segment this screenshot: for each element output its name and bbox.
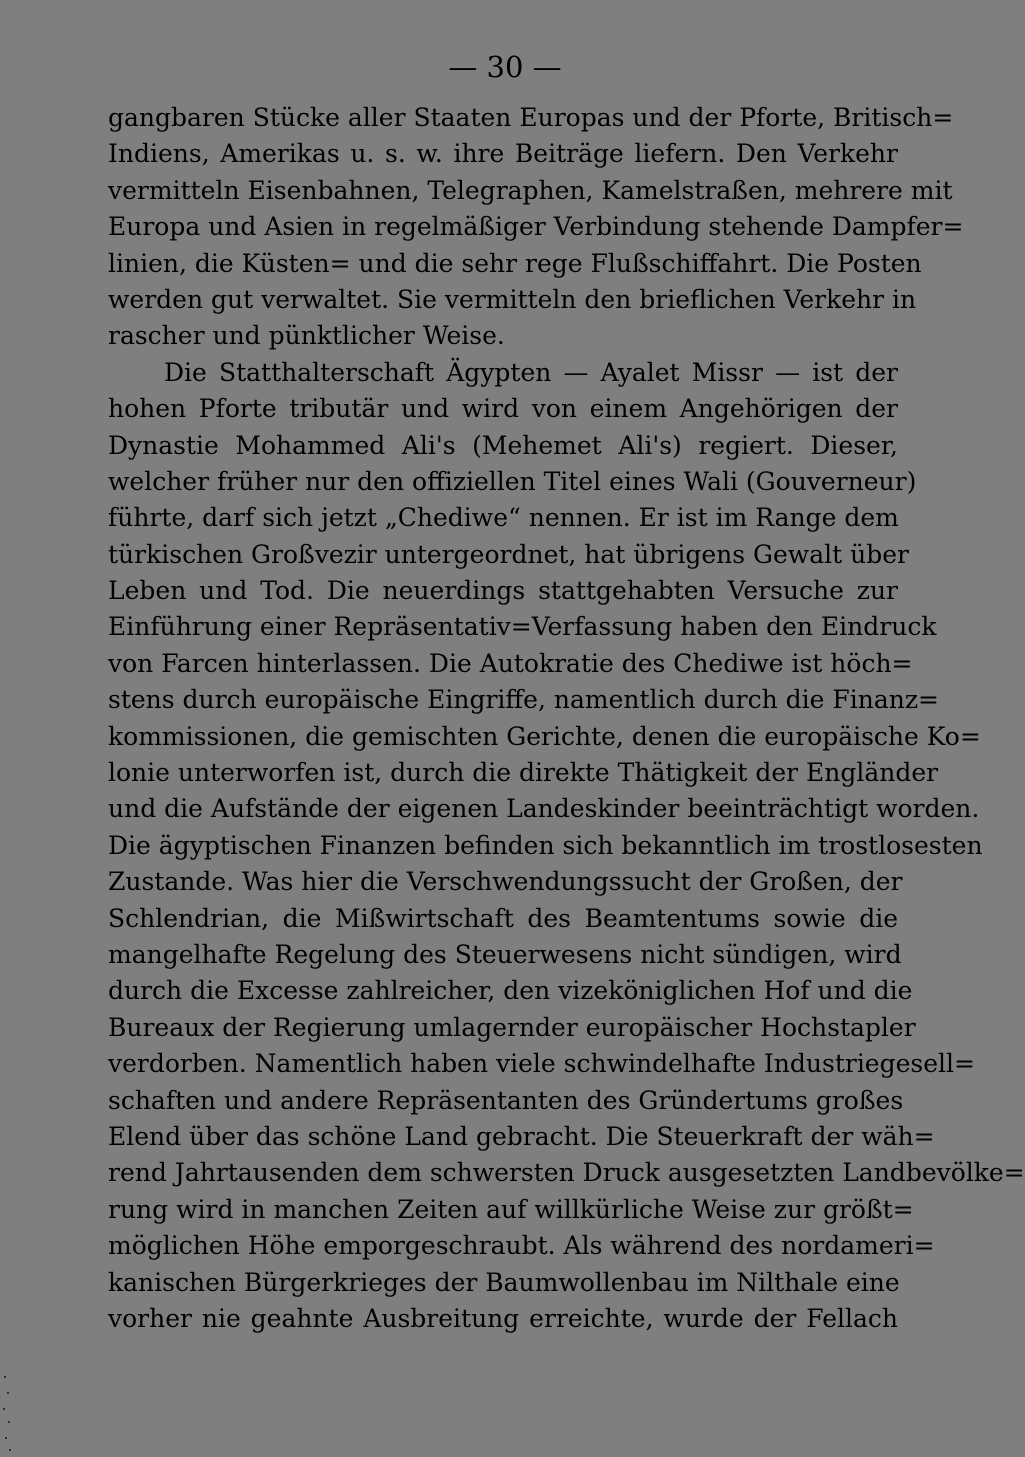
text-line: von Farcen hinterlassen. Die Autokratie des Chediwe ist höch=: [108, 648, 913, 678]
text-line: kanischen Bürgerkrieges der Baumwollenbau im Nilthale eine: [108, 1267, 900, 1297]
text-line: schaften und andere Repräsentanten des Gründertums großes: [108, 1085, 904, 1115]
body-text: [108, 100, 1025, 1337]
text-line: rung wird in manchen Zeiten auf willkürliche Weise zur größt=: [108, 1194, 914, 1224]
text-line: Europa und Asien in regelmäßiger Verbindung stehende Dampfer=: [108, 212, 964, 242]
text-line: Zustande. Was hier die Verschwendungssucht der Großen, der: [108, 867, 903, 897]
text-line: gangbaren Stücke aller Staaten Europas und der Pforte, Britisch=: [108, 103, 954, 132]
text-line: werden gut verwaltet. Sie vermitteln den brieflichen Verkehr in: [108, 284, 917, 314]
text-line: Die ägyptischen Finanzen befinden sich bekanntlich im trostlosesten: [108, 830, 983, 860]
text-line: rascher und pünktlicher Weise.: [108, 321, 505, 351]
text-line: rend Jahrtausenden dem schwersten Druck ausgesetzten Landbevölke=: [108, 1158, 1025, 1188]
text-line: mangelhafte Regelung des Steuerwesens nicht sündigen, wird: [108, 939, 902, 969]
text-line: vorher nie geahnte Ausbreitung erreichte, wurde der Fellach: [108, 1303, 898, 1333]
page-number: — 30 —: [448, 50, 562, 84]
text-line: Bureaux der Regierung umlagernder europäischer Hochstapler: [108, 1012, 916, 1042]
text-line: stens durch europäische Eingriffe, namentlich durch die Finanz=: [108, 685, 939, 715]
text-line: Elend über das schöne Land gebracht. Die Steuerkraft der wäh=: [108, 1121, 935, 1151]
text-line: führte, darf sich jetzt „Chediwe“ nennen. Er ist im Range dem: [108, 503, 899, 533]
scan-speck: [3, 1408, 5, 1410]
paragraph-start-line: Die Statthalterschaft Ägypten — Ayalet Missr — ist der: [164, 357, 898, 387]
scan-speck: [4, 1376, 6, 1378]
text-line: verdorben. Namentlich haben viele schwindelhafte Industriegesell=: [108, 1049, 975, 1079]
text-line: durch die Excesse zahlreicher, den vizeköniglichen Hof und die: [108, 976, 913, 1006]
text-line: Indiens, Amerikas u. s. w. ihre Beiträge liefern. Den Verkehr: [108, 139, 898, 169]
text-line: Einführung einer Repräsentativ=Verfassung haben den Eindruck: [108, 612, 937, 642]
text-line: linien, die Küsten= und die sehr rege Flußschiffahrt. Die Posten: [108, 248, 922, 278]
text-line: kommissionen, die gemischten Gerichte, denen die europäische Ko=: [108, 721, 981, 751]
text-line: vermitteln Eisenbahnen, Telegraphen, Kamelstraßen, mehrere mit: [108, 175, 953, 205]
scan-speck: [8, 1421, 10, 1423]
scan-speck: [5, 1437, 7, 1439]
scan-speck: [7, 1392, 9, 1394]
text-line: und die Aufstände der eigenen Landeskinder beeinträchtigt worden.: [108, 794, 980, 824]
scan-edge-specks: [0, 1370, 14, 1457]
text-line: lonie unterworfen ist, durch die direkte Thätigkeit der Engländer: [108, 758, 939, 788]
text-line: welcher früher nur den offiziellen Titel eines Wali (Gouverneur): [108, 466, 917, 496]
text-line: hohen Pforte tributär und wird von einem Angehörigen der: [108, 394, 898, 424]
scan-speck: [9, 1449, 11, 1451]
text-line: Dynastie Mohammed Ali's (Mehemet Ali's) regiert. Dieser,: [108, 430, 898, 460]
text-line: Schlendrian, die Mißwirtschaft des Beamtentums sowie die: [108, 903, 898, 933]
text-line: möglichen Höhe emporgeschraubt. Als während des nordameri=: [108, 1231, 935, 1261]
text-line: Leben und Tod. Die neuerdings stattgehabten Versuche zur: [108, 576, 898, 606]
text-line: türkischen Großvezir untergeordnet, hat übrigens Gewalt über: [108, 539, 909, 569]
